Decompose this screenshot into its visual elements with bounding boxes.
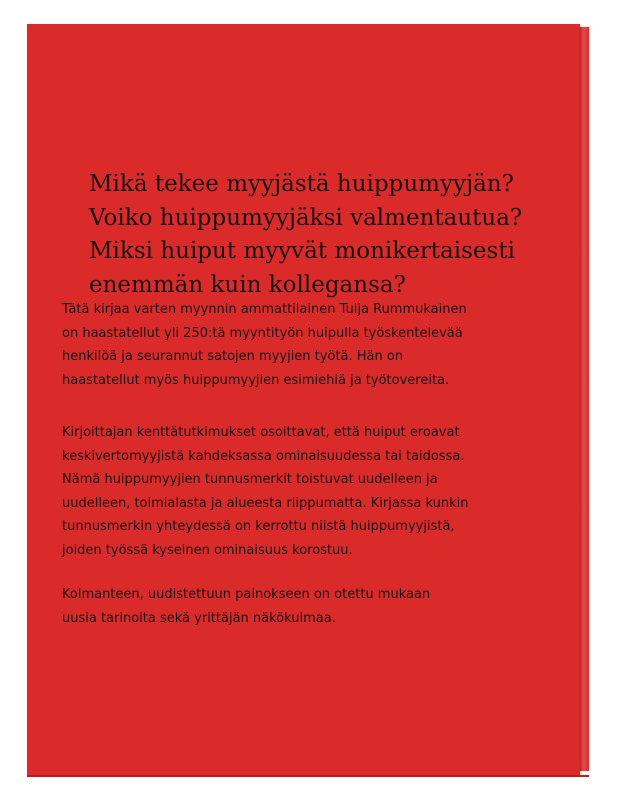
text-line: haastatellut myös huippumyyjien esimiehiä ja työtovereita. bbox=[62, 372, 450, 388]
headline-line: Voiko huippumyyjäksi valmentautua? bbox=[89, 204, 523, 231]
headline-line: Miksi huiput myyvät monikertaisesti bbox=[89, 238, 515, 264]
headline-line: enemmän kuin kollegansa? bbox=[89, 271, 406, 298]
text-line: uudelleen, toimialasta ja alueesta riippumatta. Kirjassa kunkin bbox=[62, 495, 469, 511]
text-line: uusia tarinoita sekä yrittäjän näkökulmaa. bbox=[62, 610, 336, 626]
text-line: Tätä kirjaa varten myynnin ammattilainen Tuija Rummukainen bbox=[62, 302, 467, 317]
text-line: henkilöä ja seurannut satojen myyjien työtä. Hän on bbox=[62, 349, 404, 364]
text-line: Kolmanteen, uudistettuun painokseen on otettu mukaan bbox=[62, 587, 431, 602]
text-line: on haastatellut yli 250:tä myyntityön huipulla työskentelevää bbox=[62, 325, 463, 341]
book-page-edge bbox=[580, 27, 589, 771]
blurb-paragraph-1 bbox=[62, 298, 542, 392]
text-line: joiden työssä kyseinen ominaisuus korostuu. bbox=[62, 542, 353, 558]
text-line: Nämä huippumyyjien tunnusmerkit toistuvat uudelleen ja bbox=[62, 472, 438, 487]
blurb-paragraph-3 bbox=[62, 583, 542, 630]
book-bottom-edge bbox=[27, 775, 589, 777]
text-line: Kirjoittajan kenttätutkimukset osoittavat, että huiput eroavat bbox=[62, 425, 460, 440]
headline-line: Mikä tekee myyjästä huippumyyjän? bbox=[89, 171, 514, 197]
blurb-paragraph-2 bbox=[62, 421, 542, 562]
cover-headline bbox=[89, 168, 589, 302]
text-line: tunnusmerkin yhteydessä on kerrottu niistä huippumyyjistä, bbox=[62, 519, 455, 534]
text-line: keskivertomyyjistä kahdeksassa ominaisuudessa tai taidossa. bbox=[62, 448, 465, 464]
book-back-cover bbox=[27, 24, 580, 775]
